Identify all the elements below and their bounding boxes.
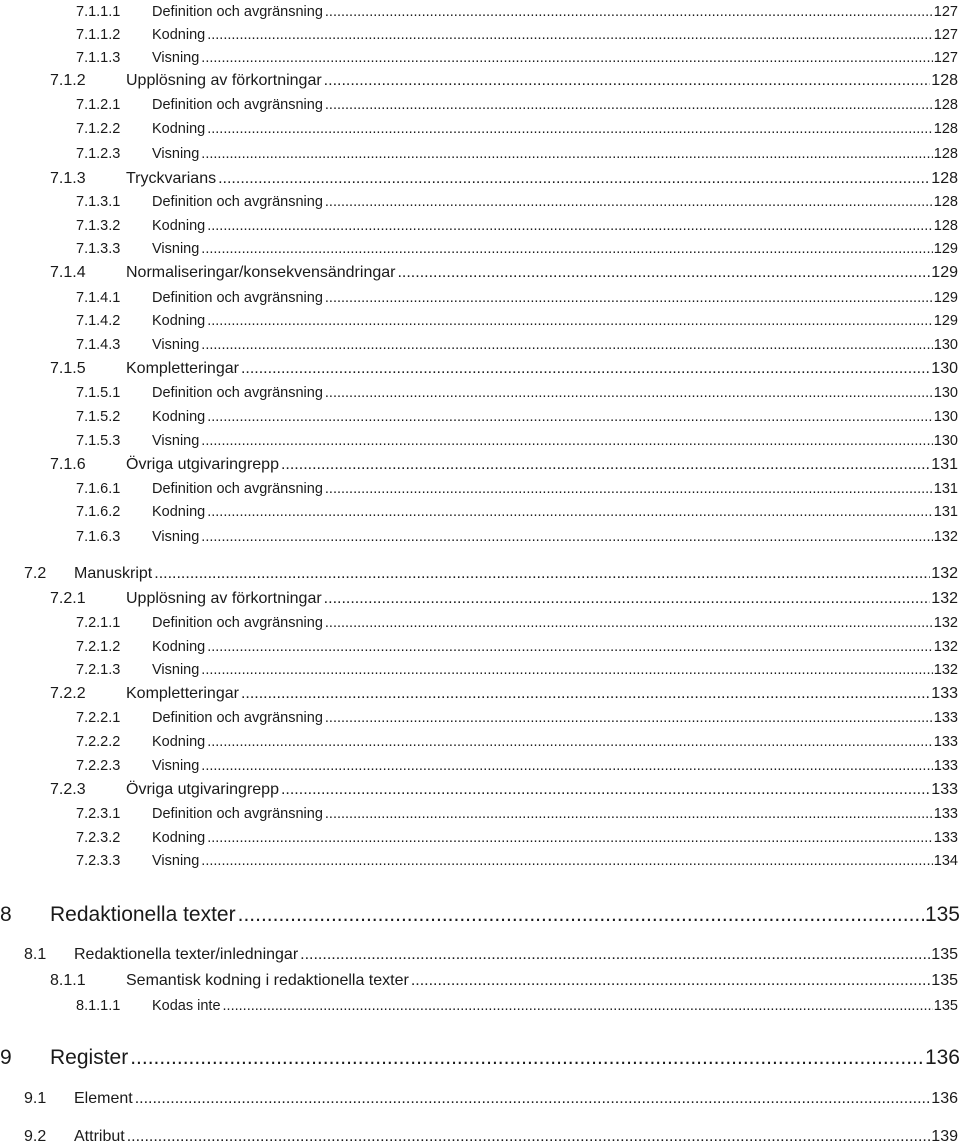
toc-entry-number: 7.1.1.3 — [76, 50, 121, 66]
toc-entry-page: 133 — [933, 734, 958, 750]
toc-entry-title: Visning — [152, 433, 200, 449]
toc-entry-page: 135 — [924, 903, 960, 926]
dot-leader — [411, 970, 930, 992]
toc-entry-number: 7.1.3 — [50, 170, 86, 187]
dot-leader — [207, 311, 933, 331]
toc-entry-number: 7.2 — [24, 565, 47, 582]
toc-entry[interactable] — [50, 683, 958, 705]
toc-entry-number: 7.1.5.1 — [76, 385, 121, 401]
toc-entry[interactable] — [76, 708, 958, 728]
toc-entry[interactable] — [76, 25, 958, 45]
toc-entry-title: Kodning — [152, 639, 206, 655]
dot-leader — [154, 563, 930, 585]
toc-entry-title: Övriga utgivaringrepp — [126, 456, 279, 473]
toc-entry-title: Redaktionella texter/inledningar — [74, 946, 299, 963]
dot-leader — [238, 901, 924, 929]
toc-entry-title: Kodning — [152, 27, 206, 43]
toc-entry[interactable] — [50, 358, 958, 380]
toc-entry[interactable] — [76, 527, 958, 547]
toc-entry-title: Visning — [152, 337, 200, 353]
toc-entry[interactable] — [76, 637, 958, 657]
toc-entry-number: 8.1.1 — [50, 972, 86, 989]
toc-entry-page: 136 — [931, 1090, 958, 1107]
toc-entry[interactable] — [24, 1088, 958, 1110]
toc-entry-page: 127 — [933, 27, 958, 43]
toc-entry-title: Visning — [152, 50, 200, 66]
toc-entry[interactable] — [76, 732, 958, 752]
dot-leader — [207, 828, 933, 848]
dot-leader — [223, 996, 933, 1016]
toc-entry-title: Normaliseringar/konsekvensändringar — [126, 264, 396, 281]
toc-entry-number: 8.1.1.1 — [76, 998, 121, 1014]
toc-entry-title: Attribut — [74, 1128, 125, 1145]
toc-entry-page: 133 — [933, 806, 958, 822]
toc-entry-title: Kodning — [152, 409, 206, 425]
toc-entry-page: 132 — [931, 565, 958, 582]
dot-leader — [201, 144, 933, 164]
toc-entry[interactable] — [0, 1044, 960, 1072]
toc-entry-number: 7.2.1.3 — [76, 662, 121, 678]
toc-entry-page: 128 — [933, 218, 958, 234]
toc-entry-page: 128 — [933, 194, 958, 210]
toc-entry-page: 129 — [933, 241, 958, 257]
toc-entry-page: 132 — [933, 639, 958, 655]
dot-leader — [127, 1126, 931, 1148]
dot-leader — [218, 168, 930, 190]
toc-entry-number: 7.1.4.3 — [76, 337, 121, 353]
dot-leader — [325, 288, 933, 308]
toc-entry-page: 135 — [933, 998, 958, 1014]
dot-leader — [201, 660, 933, 680]
toc-entry-title: Definition och avgränsning — [152, 385, 323, 401]
toc-entry-number: 7.1.2.2 — [76, 121, 121, 137]
toc-entry-title: Definition och avgränsning — [152, 4, 323, 20]
dot-leader — [325, 708, 933, 728]
dot-leader — [130, 1044, 924, 1072]
toc-entry-page: 127 — [933, 4, 958, 20]
toc-entry-title: Element — [74, 1090, 133, 1107]
toc-entry-title: Kodning — [152, 313, 206, 329]
toc-entry-title: Kompletteringar — [126, 685, 239, 702]
toc-entry-number: 7.1.2 — [50, 72, 86, 89]
toc-entry[interactable] — [50, 588, 958, 610]
toc-entry-page: 128 — [933, 97, 958, 113]
dot-leader — [135, 1088, 931, 1110]
toc-entry-title: Kodning — [152, 218, 206, 234]
toc-entry-page: 132 — [931, 590, 958, 607]
toc-entry-number: 8 — [0, 903, 12, 926]
toc-entry-title: Kompletteringar — [126, 360, 239, 377]
dot-leader — [325, 479, 933, 499]
toc-entry-title: Övriga utgivaringrepp — [126, 781, 279, 798]
toc-entry-page: 129 — [933, 313, 958, 329]
toc-entry-number: 7.1.5.3 — [76, 433, 121, 449]
dot-leader — [201, 431, 933, 451]
toc-entry-title: Manuskript — [74, 565, 153, 582]
toc-entry-number: 7.1.1.2 — [76, 27, 121, 43]
dot-leader — [201, 239, 933, 259]
toc-entry-number: 7.1.5.2 — [76, 409, 121, 425]
toc-entry-number: 7.2.3.3 — [76, 853, 121, 869]
dot-leader — [201, 48, 933, 68]
dot-leader — [325, 95, 933, 115]
toc-entry[interactable] — [76, 95, 958, 115]
toc-entry[interactable] — [76, 431, 958, 451]
toc-entry-number: 7.1.4 — [50, 264, 86, 281]
toc-entry[interactable] — [76, 660, 958, 680]
toc-entry-title: Kodas inte — [152, 998, 221, 1014]
toc-entry[interactable] — [76, 239, 958, 259]
dot-leader — [207, 407, 933, 427]
toc-entry[interactable] — [76, 479, 958, 499]
toc-entry-page: 128 — [931, 72, 958, 89]
toc-entry-title: Register — [50, 1046, 129, 1069]
toc-entry[interactable] — [50, 970, 958, 992]
toc-entry-page: 131 — [933, 504, 958, 520]
dot-leader — [300, 944, 930, 966]
toc-entry-number: 7.2.2.3 — [76, 758, 121, 774]
toc-entry-number: 7.1.6 — [50, 456, 86, 473]
toc-entry-title: Visning — [152, 662, 200, 678]
toc-entry[interactable] — [76, 192, 958, 212]
toc-entry-number: 7.2.3.1 — [76, 806, 121, 822]
toc-entry-page: 132 — [933, 662, 958, 678]
toc-entry-page: 133 — [933, 758, 958, 774]
toc-entry-page: 139 — [931, 1128, 958, 1145]
toc-entry-page: 133 — [931, 685, 958, 702]
toc-entry[interactable] — [50, 454, 958, 476]
toc-entry-title: Visning — [152, 146, 200, 162]
toc-entry-number: 7.1.2.3 — [76, 146, 121, 162]
dot-leader — [325, 192, 933, 212]
toc-entry-page: 131 — [931, 456, 958, 473]
dot-leader — [325, 613, 933, 633]
toc-entry[interactable] — [76, 216, 958, 236]
toc-entry[interactable] — [24, 944, 958, 966]
toc-entry[interactable] — [76, 2, 958, 22]
toc-entry-title: Upplösning av förkortningar — [126, 590, 322, 607]
toc-entry-page: 127 — [933, 50, 958, 66]
toc-entry-title: Tryckvarians — [126, 170, 217, 187]
toc-entry-title: Definition och avgränsning — [152, 806, 323, 822]
dot-leader — [207, 119, 933, 139]
toc-entry[interactable] — [24, 1126, 958, 1148]
toc-entry-number: 7.2.2.1 — [76, 710, 121, 726]
dot-leader — [201, 756, 933, 776]
dot-leader — [241, 683, 930, 705]
toc-entry[interactable] — [76, 48, 958, 68]
toc-entry-page: 130 — [933, 433, 958, 449]
toc-entry-number: 9.2 — [24, 1128, 47, 1145]
toc-entry-number: 7.1.3.2 — [76, 218, 121, 234]
toc-entry[interactable] — [76, 804, 958, 824]
toc-entry-page: 128 — [933, 121, 958, 137]
toc-entry-number: 7.1.6.3 — [76, 529, 121, 545]
toc-entry-number: 9.1 — [24, 1090, 47, 1107]
dot-leader — [281, 779, 930, 801]
toc-entry-page: 133 — [933, 830, 958, 846]
toc-entry[interactable] — [50, 168, 958, 190]
dot-leader — [201, 851, 933, 871]
toc-entry[interactable] — [76, 311, 958, 331]
toc-entry-number: 9 — [0, 1046, 12, 1069]
toc-entry-title: Definition och avgränsning — [152, 97, 323, 113]
dot-leader — [397, 262, 930, 284]
dot-leader — [325, 804, 933, 824]
toc-entry[interactable] — [76, 335, 958, 355]
toc-entry-number: 7.2.1.2 — [76, 639, 121, 655]
dot-leader — [207, 216, 933, 236]
dot-leader — [325, 2, 933, 22]
toc-entry-title: Visning — [152, 853, 200, 869]
toc-entry-title: Kodning — [152, 734, 206, 750]
dot-leader — [324, 70, 931, 92]
toc-entry[interactable] — [76, 996, 958, 1016]
toc-entry-number: 7.1.6.2 — [76, 504, 121, 520]
toc-entry-title: Definition och avgränsning — [152, 481, 323, 497]
toc-entry-title: Definition och avgränsning — [152, 194, 323, 210]
toc-entry-number: 7.1.6.1 — [76, 481, 121, 497]
toc-entry-page: 133 — [931, 781, 958, 798]
dot-leader — [324, 588, 931, 610]
toc-entry-page: 129 — [933, 290, 958, 306]
toc-entry-title: Visning — [152, 758, 200, 774]
toc-entry[interactable] — [76, 144, 958, 164]
toc-entry-number: 7.2.1.1 — [76, 615, 121, 631]
toc-entry-page: 131 — [933, 481, 958, 497]
toc-entry[interactable] — [50, 262, 958, 284]
dot-leader — [325, 383, 933, 403]
toc-entry-page: 129 — [931, 264, 958, 281]
dot-leader — [207, 732, 933, 752]
dot-leader — [201, 335, 933, 355]
dot-leader — [201, 527, 933, 547]
toc-entry[interactable] — [0, 901, 960, 929]
toc-entry-page: 128 — [931, 170, 958, 187]
toc-entry[interactable] — [76, 288, 958, 308]
toc-entry-number: 7.2.3 — [50, 781, 86, 798]
toc-entry[interactable] — [76, 407, 958, 427]
toc-entry-page: 130 — [933, 409, 958, 425]
toc-entry-title: Definition och avgränsning — [152, 290, 323, 306]
toc-entry[interactable] — [76, 502, 958, 522]
toc-entry[interactable] — [76, 851, 958, 871]
toc-entry[interactable] — [50, 779, 958, 801]
toc-entry-number: 7.1.5 — [50, 360, 86, 377]
toc-entry-title: Semantisk kodning i redaktionella texter — [126, 972, 409, 989]
toc-entry[interactable] — [76, 613, 958, 633]
dot-leader — [207, 502, 933, 522]
toc-entry[interactable] — [76, 383, 958, 403]
toc-entry[interactable] — [76, 119, 958, 139]
toc-entry[interactable] — [50, 70, 958, 92]
toc-entry-page: 132 — [933, 529, 958, 545]
toc-entry-title: Kodning — [152, 121, 206, 137]
toc-entry[interactable] — [76, 756, 958, 776]
toc-entry-title: Definition och avgränsning — [152, 615, 323, 631]
toc-entry-page: 135 — [931, 972, 958, 989]
toc-entry-page: 134 — [933, 853, 958, 869]
dot-leader — [241, 358, 930, 380]
dot-leader — [207, 637, 933, 657]
toc-entry-number: 7.1.2.1 — [76, 97, 121, 113]
toc-entry-number: 7.1.3.1 — [76, 194, 121, 210]
toc-entry-page: 135 — [931, 946, 958, 963]
toc-entry-number: 7.2.2.2 — [76, 734, 121, 750]
toc-entry-title: Kodning — [152, 830, 206, 846]
toc-entry-number: 8.1 — [24, 946, 47, 963]
toc-entry-number: 7.1.3.3 — [76, 241, 121, 257]
toc-entry-page: 130 — [933, 337, 958, 353]
toc-entry-page: 136 — [924, 1046, 960, 1069]
toc-entry-page: 133 — [933, 710, 958, 726]
dot-leader — [281, 454, 930, 476]
toc-entry-number: 7.1.4.1 — [76, 290, 121, 306]
toc-entry-number: 7.2.3.2 — [76, 830, 121, 846]
toc-entry-page: 128 — [933, 146, 958, 162]
toc-entry-title: Upplösning av förkortningar — [126, 72, 322, 89]
toc-entry-page: 130 — [933, 385, 958, 401]
toc-entry-title: Redaktionella texter — [50, 903, 236, 926]
toc-entry-page: 130 — [931, 360, 958, 377]
toc-entry[interactable] — [24, 563, 958, 585]
toc-entry-title: Kodning — [152, 504, 206, 520]
dot-leader — [207, 25, 933, 45]
toc-entry-number: 7.1.4.2 — [76, 313, 121, 329]
toc-entry-number: 7.2.1 — [50, 590, 86, 607]
toc-entry[interactable] — [76, 828, 958, 848]
toc-entry-page: 132 — [933, 615, 958, 631]
toc-entry-title: Visning — [152, 529, 200, 545]
toc-entry-number: 7.2.2 — [50, 685, 86, 702]
toc-entry-title: Visning — [152, 241, 200, 257]
toc-entry-title: Definition och avgränsning — [152, 710, 323, 726]
toc-entry-number: 7.1.1.1 — [76, 4, 121, 20]
